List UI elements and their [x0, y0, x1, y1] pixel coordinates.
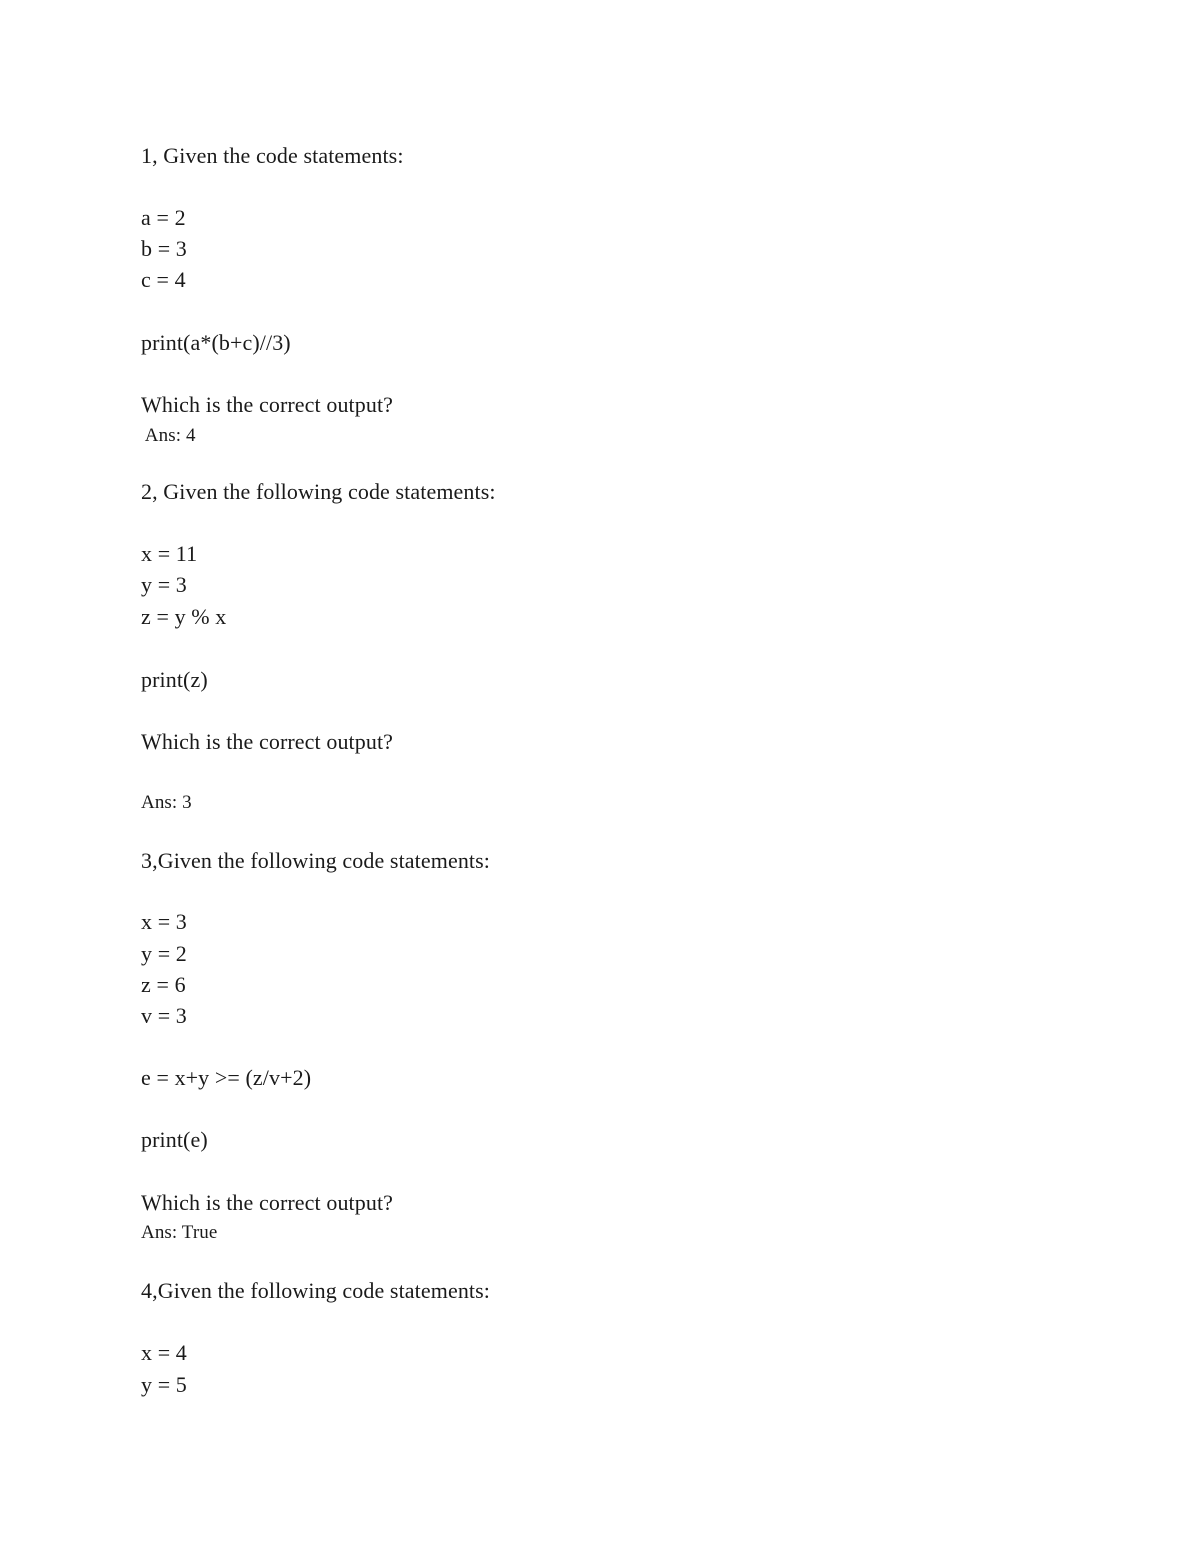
q1-answer: Ans: 4: [141, 425, 196, 446]
q3-code-line: z = 6: [141, 972, 186, 997]
q2-print-statement: print(z): [141, 667, 208, 692]
q3-print-statement: print(e): [141, 1127, 208, 1152]
q3-expression: e = x+y >= (z/v+2): [141, 1065, 312, 1090]
q1-code-line: a = 2: [141, 205, 186, 230]
q3-answer: Ans: True: [141, 1222, 218, 1243]
q4-prompt: 4,Given the following code statements:: [141, 1278, 490, 1303]
q1-print-statement: print(a*(b+c)//3): [141, 330, 291, 355]
q2-prompt: 2, Given the following code statements:: [141, 479, 496, 504]
q1-question: Which is the correct output?: [141, 392, 394, 417]
q4-code-line: x = 4: [141, 1340, 187, 1365]
q2-code-line: z = y % x: [141, 604, 227, 629]
q4-code-line: y = 5: [141, 1372, 187, 1397]
q1-prompt: 1, Given the code statements:: [141, 143, 404, 168]
q3-question: Which is the correct output?: [141, 1190, 394, 1215]
q3-prompt: 3,Given the following code statements:: [141, 848, 490, 873]
q2-question: Which is the correct output?: [141, 729, 394, 754]
q1-code-line: b = 3: [141, 236, 187, 261]
q3-code-line: y = 2: [141, 941, 187, 966]
q3-code-line: v = 3: [141, 1003, 187, 1028]
q1-code-line: c = 4: [141, 267, 186, 292]
q2-answer: Ans: 3: [141, 792, 192, 813]
q2-code-line: y = 3: [141, 572, 187, 597]
q2-code-line: x = 11: [141, 541, 198, 566]
q3-code-line: x = 3: [141, 909, 187, 934]
